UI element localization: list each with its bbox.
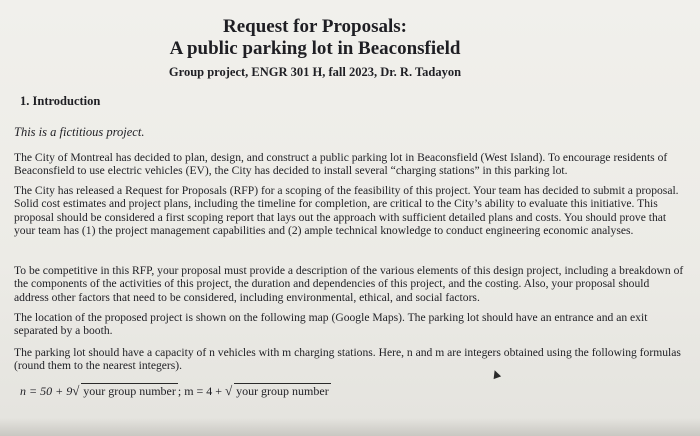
formula-radicand-2: your group number	[236, 384, 329, 398]
document-subtitle: A public parking lot in Beaconsfield	[169, 38, 461, 59]
paragraph-1: The City of Montreal has decided to plan, design, and construct a public parking lot in Beaconsfield (West Island). To encourage residents of Beaconsfield to use electric vehicles (EV), the City has decided to install several “charging stations” in this parking lot.	[14, 151, 668, 178]
formula-separator: ; m = 4 +	[177, 384, 226, 398]
paragraph-2: The City has released a Request for Proposals (RFP) for a scoping of the feasibility of this project. Your team has decided to submit a proposal. Solid cost estimates and project plans, including the timeline for completion, are critical to the City’s ability to evaluate this initiative. This proposal should be considered a first scoping report that lays out the approach with sufficient detailed plans and costs. You should prove that your team has (1) the project management capabilities and (2) ample technical knowledge to conduct engineering economic analyses.	[14, 184, 679, 238]
formula	[20, 384, 331, 399]
fictitious-note: This is a fictitious project.	[14, 125, 145, 139]
paragraph-3: To be competitive in this RFP, your proposal must provide a description of the various elements of this design project, including a breakdown of the components of the activities of this project, the duration and dependencies of this project, and the costing. Also, your proposal should address other factors that need to be considered, including environmental, ethical, and social factors.	[14, 264, 684, 304]
formula-n: n = 50 + 9	[20, 384, 73, 398]
paragraph-5: The parking lot should have a capacity of n vehicles with m charging stations. Here, n and m are integers obtained using the following formulas (round them to the nearest integers).	[14, 346, 681, 373]
sqrt-symbol	[72, 384, 178, 399]
sqrt-symbol-2	[225, 384, 331, 399]
formula-radicand: your group number	[83, 384, 176, 398]
document-title: Request for Proposals:	[222, 16, 408, 37]
course-info: Group project, ENGR 301 H, fall 2023, Dr. R. Tadayon	[168, 65, 462, 79]
paragraph-4: The location of the proposed project is shown on the following map (Google Maps). The parking lot should have an entrance and an exit separated by a booth.	[14, 311, 648, 338]
page-bottom-shadow	[0, 418, 700, 436]
section-heading: 1. Introduction	[20, 94, 101, 108]
